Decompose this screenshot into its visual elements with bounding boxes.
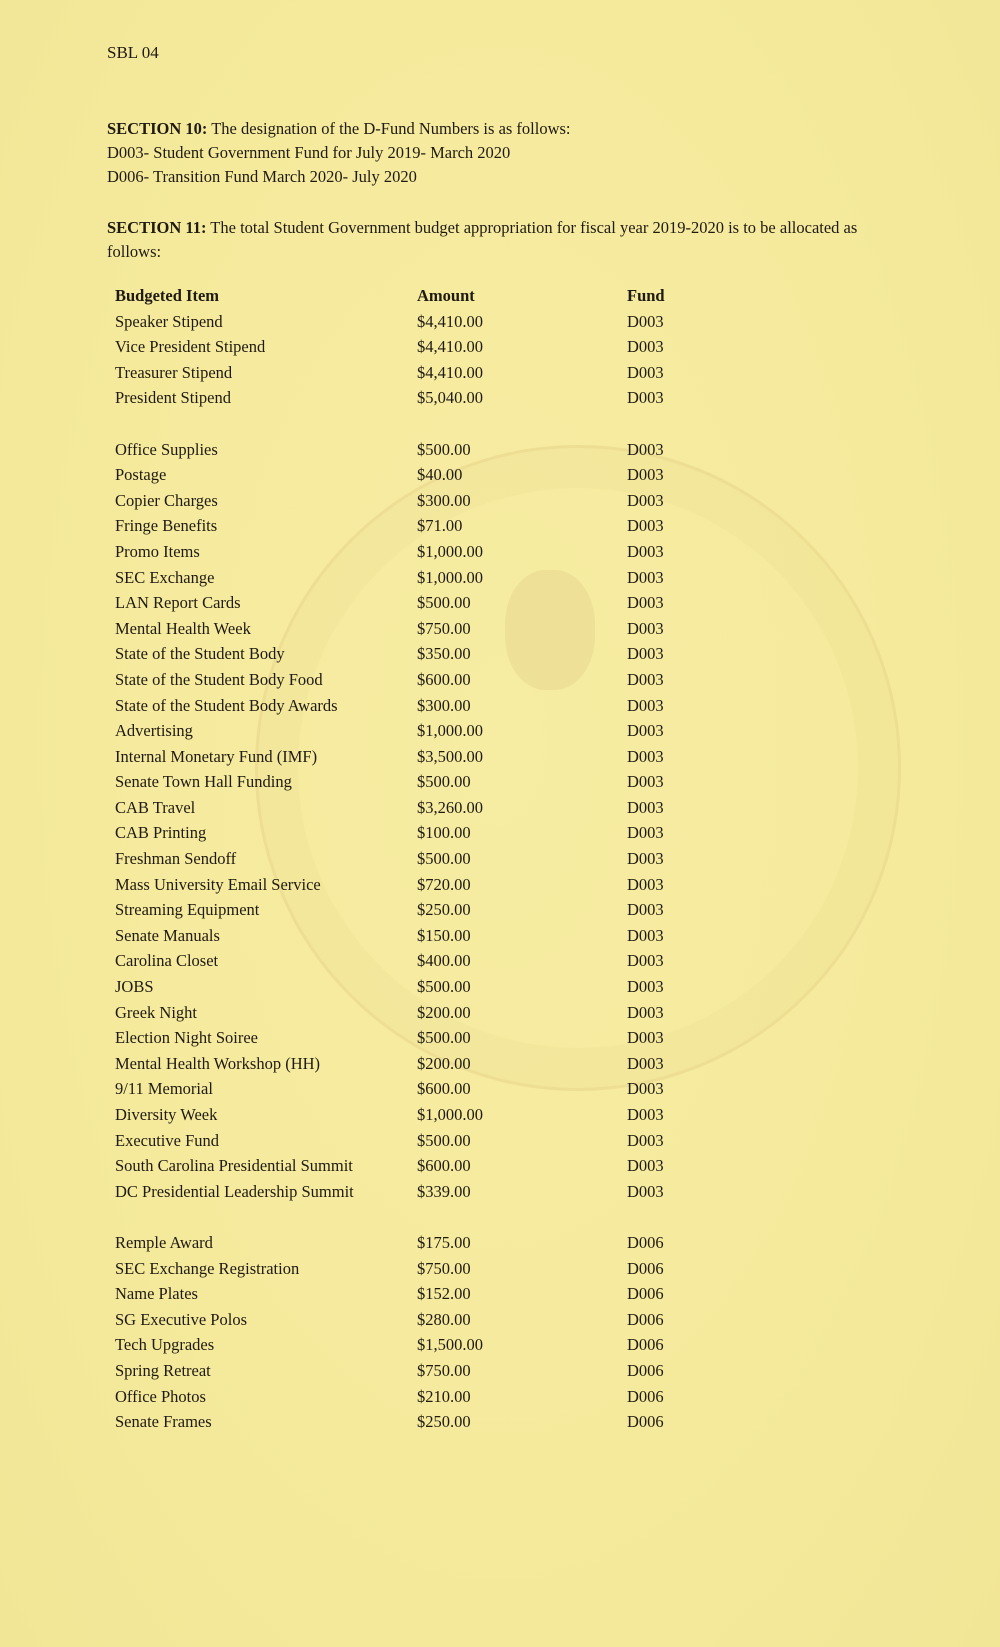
document-id: SBL 04 <box>107 43 159 62</box>
cell-amount: $500.00 <box>417 849 471 869</box>
cell-item: Mental Health Workshop (HH) <box>115 1053 321 1073</box>
cell-amount: $600.00 <box>417 1156 471 1176</box>
cell-amount: $400.00 <box>417 951 471 971</box>
cell-amount: $600.00 <box>417 1079 471 1099</box>
cell-fund: D003 <box>627 874 664 894</box>
cell-fund: D003 <box>627 516 664 536</box>
cell-fund: D003 <box>627 1028 664 1048</box>
cell-item: Senate Manuals <box>115 925 220 945</box>
cell-amount: $750.00 <box>417 618 471 638</box>
cell-amount: $720.00 <box>417 874 471 894</box>
seal-watermark <box>255 445 901 1091</box>
cell-fund: D006 <box>627 1386 664 1406</box>
cell-fund: D003 <box>627 465 664 485</box>
cell-amount: $750.00 <box>417 1258 471 1278</box>
cell-amount: $200.00 <box>417 1002 471 1022</box>
cell-fund: D003 <box>627 362 664 382</box>
cell-item: Greek Night <box>115 1002 198 1022</box>
cell-amount: $300.00 <box>417 695 471 715</box>
cell-fund: D003 <box>627 311 664 331</box>
cell-fund: D003 <box>627 644 664 664</box>
cell-fund: D003 <box>627 951 664 971</box>
cell-item: State of the Student Body Awards <box>115 695 338 715</box>
cell-item: Office Supplies <box>115 439 218 459</box>
cell-amount: $150.00 <box>417 925 471 945</box>
cell-fund: D003 <box>627 1053 664 1073</box>
seal-watermark-center <box>505 570 595 690</box>
cell-fund: D003 <box>627 977 664 997</box>
cell-amount: $300.00 <box>417 490 471 510</box>
cell-amount: $250.00 <box>417 900 471 920</box>
cell-fund: D003 <box>627 541 664 561</box>
cell-item: Mass University Email Service <box>115 874 321 894</box>
cell-fund: D003 <box>627 1079 664 1099</box>
cell-item: Streaming Equipment <box>115 900 260 920</box>
cell-fund: D003 <box>627 388 664 408</box>
cell-amount: $210.00 <box>417 1386 471 1406</box>
cell-fund: D003 <box>627 337 664 357</box>
cell-item: Vice President Stipend <box>115 337 266 357</box>
cell-amount: $750.00 <box>417 1360 471 1380</box>
cell-amount: $1,000.00 <box>417 567 483 587</box>
cell-fund: D003 <box>627 900 664 920</box>
cell-item: SEC Exchange Registration <box>115 1258 300 1278</box>
cell-item: Remple Award <box>115 1232 213 1252</box>
cell-amount: $5,040.00 <box>417 388 483 408</box>
cell-fund: D003 <box>627 439 664 459</box>
cell-fund: D003 <box>627 618 664 638</box>
cell-fund: D003 <box>627 797 664 817</box>
cell-item: State of the Student Body <box>115 644 285 664</box>
cell-amount: $3,500.00 <box>417 746 483 766</box>
cell-fund: D003 <box>627 1181 664 1201</box>
cell-amount: $1,000.00 <box>417 541 483 561</box>
cell-fund: D006 <box>627 1360 664 1380</box>
cell-amount: $4,410.00 <box>417 337 483 357</box>
cell-item: Postage <box>115 465 167 485</box>
cell-item: Advertising <box>115 721 193 741</box>
cell-fund: D003 <box>627 772 664 792</box>
cell-item: Election Night Soiree <box>115 1028 258 1048</box>
cell-item: DC Presidential Leadership Summit <box>115 1181 354 1201</box>
cell-item: CAB Printing <box>115 823 207 843</box>
cell-amount: $1,000.00 <box>417 721 483 741</box>
cell-fund: D006 <box>627 1309 664 1329</box>
cell-amount: $200.00 <box>417 1053 471 1073</box>
section-11 <box>107 216 877 264</box>
cell-amount: $71.00 <box>417 516 463 536</box>
cell-item: Mental Health Week <box>115 618 251 638</box>
cell-amount: $500.00 <box>417 977 471 997</box>
cell-amount: $3,260.00 <box>417 797 483 817</box>
cell-item: Office Photos <box>115 1386 206 1406</box>
cell-item: JOBS <box>115 977 154 997</box>
cell-item: Spring Retreat <box>115 1360 211 1380</box>
cell-amount: $500.00 <box>417 1130 471 1150</box>
cell-fund: D003 <box>627 490 664 510</box>
cell-item: Freshman Sendoff <box>115 849 237 869</box>
section-11-label: SECTION 11: <box>107 218 207 237</box>
cell-item: SEC Exchange <box>115 567 215 587</box>
cell-amount: $500.00 <box>417 772 471 792</box>
header-fund: Fund <box>627 286 665 305</box>
cell-item: Speaker Stipend <box>115 311 223 331</box>
cell-amount: $4,410.00 <box>417 311 483 331</box>
cell-item: South Carolina Presidential Summit <box>115 1156 353 1176</box>
cell-fund: D006 <box>627 1335 664 1355</box>
cell-fund: D003 <box>627 669 664 689</box>
cell-fund: D003 <box>627 1156 664 1176</box>
cell-item: Diversity Week <box>115 1105 218 1124</box>
cell-amount: $500.00 <box>417 439 471 459</box>
cell-fund: D003 <box>627 925 664 945</box>
cell-fund: D003 <box>627 721 664 741</box>
section-10-label: SECTION 10: <box>107 119 208 138</box>
section-11-text: The total Student Government budget appropriation for fiscal year 2019-2020 is to be allocated as follows: <box>107 218 858 261</box>
fund-line-d006: D006- Transition Fund March 2020- July 2020 <box>107 167 417 186</box>
cell-amount: $500.00 <box>417 593 471 613</box>
cell-fund: D006 <box>627 1284 664 1304</box>
cell-amount: $250.00 <box>417 1412 471 1432</box>
cell-item: President Stipend <box>115 388 231 408</box>
cell-fund: D003 <box>627 593 664 613</box>
cell-amount: $4,410.00 <box>417 362 483 382</box>
section-10 <box>107 117 907 189</box>
cell-fund: D003 <box>627 823 664 843</box>
cell-item: Senate Town Hall Funding <box>115 772 292 792</box>
cell-amount: $40.00 <box>417 465 463 485</box>
cell-fund: D006 <box>627 1232 664 1252</box>
cell-item: Fringe Benefits <box>115 516 218 536</box>
cell-amount: $280.00 <box>417 1309 471 1329</box>
cell-amount: $500.00 <box>417 1028 471 1048</box>
header-amount: Amount <box>417 286 475 305</box>
cell-amount: $175.00 <box>417 1232 471 1252</box>
cell-item: Name Plates <box>115 1284 198 1304</box>
cell-item: Internal Monetary Fund (IMF) <box>115 746 318 766</box>
cell-item: 9/11 Memorial <box>115 1079 213 1099</box>
cell-item: SG Executive Polos <box>115 1309 247 1329</box>
cell-item: Executive Fund <box>115 1130 220 1150</box>
cell-amount: $350.00 <box>417 644 471 664</box>
cell-item: Senate Frames <box>115 1412 212 1432</box>
cell-fund: D003 <box>627 849 664 869</box>
cell-fund: D003 <box>627 1002 664 1022</box>
cell-fund: D003 <box>627 746 664 766</box>
cell-fund: D006 <box>627 1258 664 1278</box>
cell-item: Copier Charges <box>115 490 218 510</box>
cell-item: Promo Items <box>115 541 200 561</box>
cell-amount: $1,000.00 <box>417 1105 483 1124</box>
fund-line-d003: D003- Student Government Fund for July 2019- March 2020 <box>107 143 511 162</box>
cell-amount: $100.00 <box>417 823 471 843</box>
cell-item: State of the Student Body Food <box>115 669 323 689</box>
cell-item: LAN Report Cards <box>115 593 241 613</box>
cell-fund: D003 <box>627 567 664 587</box>
cell-fund: D003 <box>627 695 664 715</box>
cell-amount: $339.00 <box>417 1181 471 1201</box>
section-10-text: The designation of the D-Fund Numbers is as follows: <box>207 119 571 138</box>
cell-amount: $152.00 <box>417 1284 471 1304</box>
cell-item: CAB Travel <box>115 797 196 817</box>
header-budgeted-item: Budgeted Item <box>115 286 220 305</box>
cell-fund: D006 <box>627 1412 664 1432</box>
cell-fund: D003 <box>627 1130 664 1150</box>
cell-fund: D003 <box>627 1105 664 1124</box>
cell-amount: $1,500.00 <box>417 1335 483 1355</box>
cell-amount: $600.00 <box>417 669 471 689</box>
cell-item: Tech Upgrades <box>115 1335 215 1355</box>
cell-item: Treasurer Stipend <box>115 362 233 382</box>
cell-item: Carolina Closet <box>115 951 219 971</box>
